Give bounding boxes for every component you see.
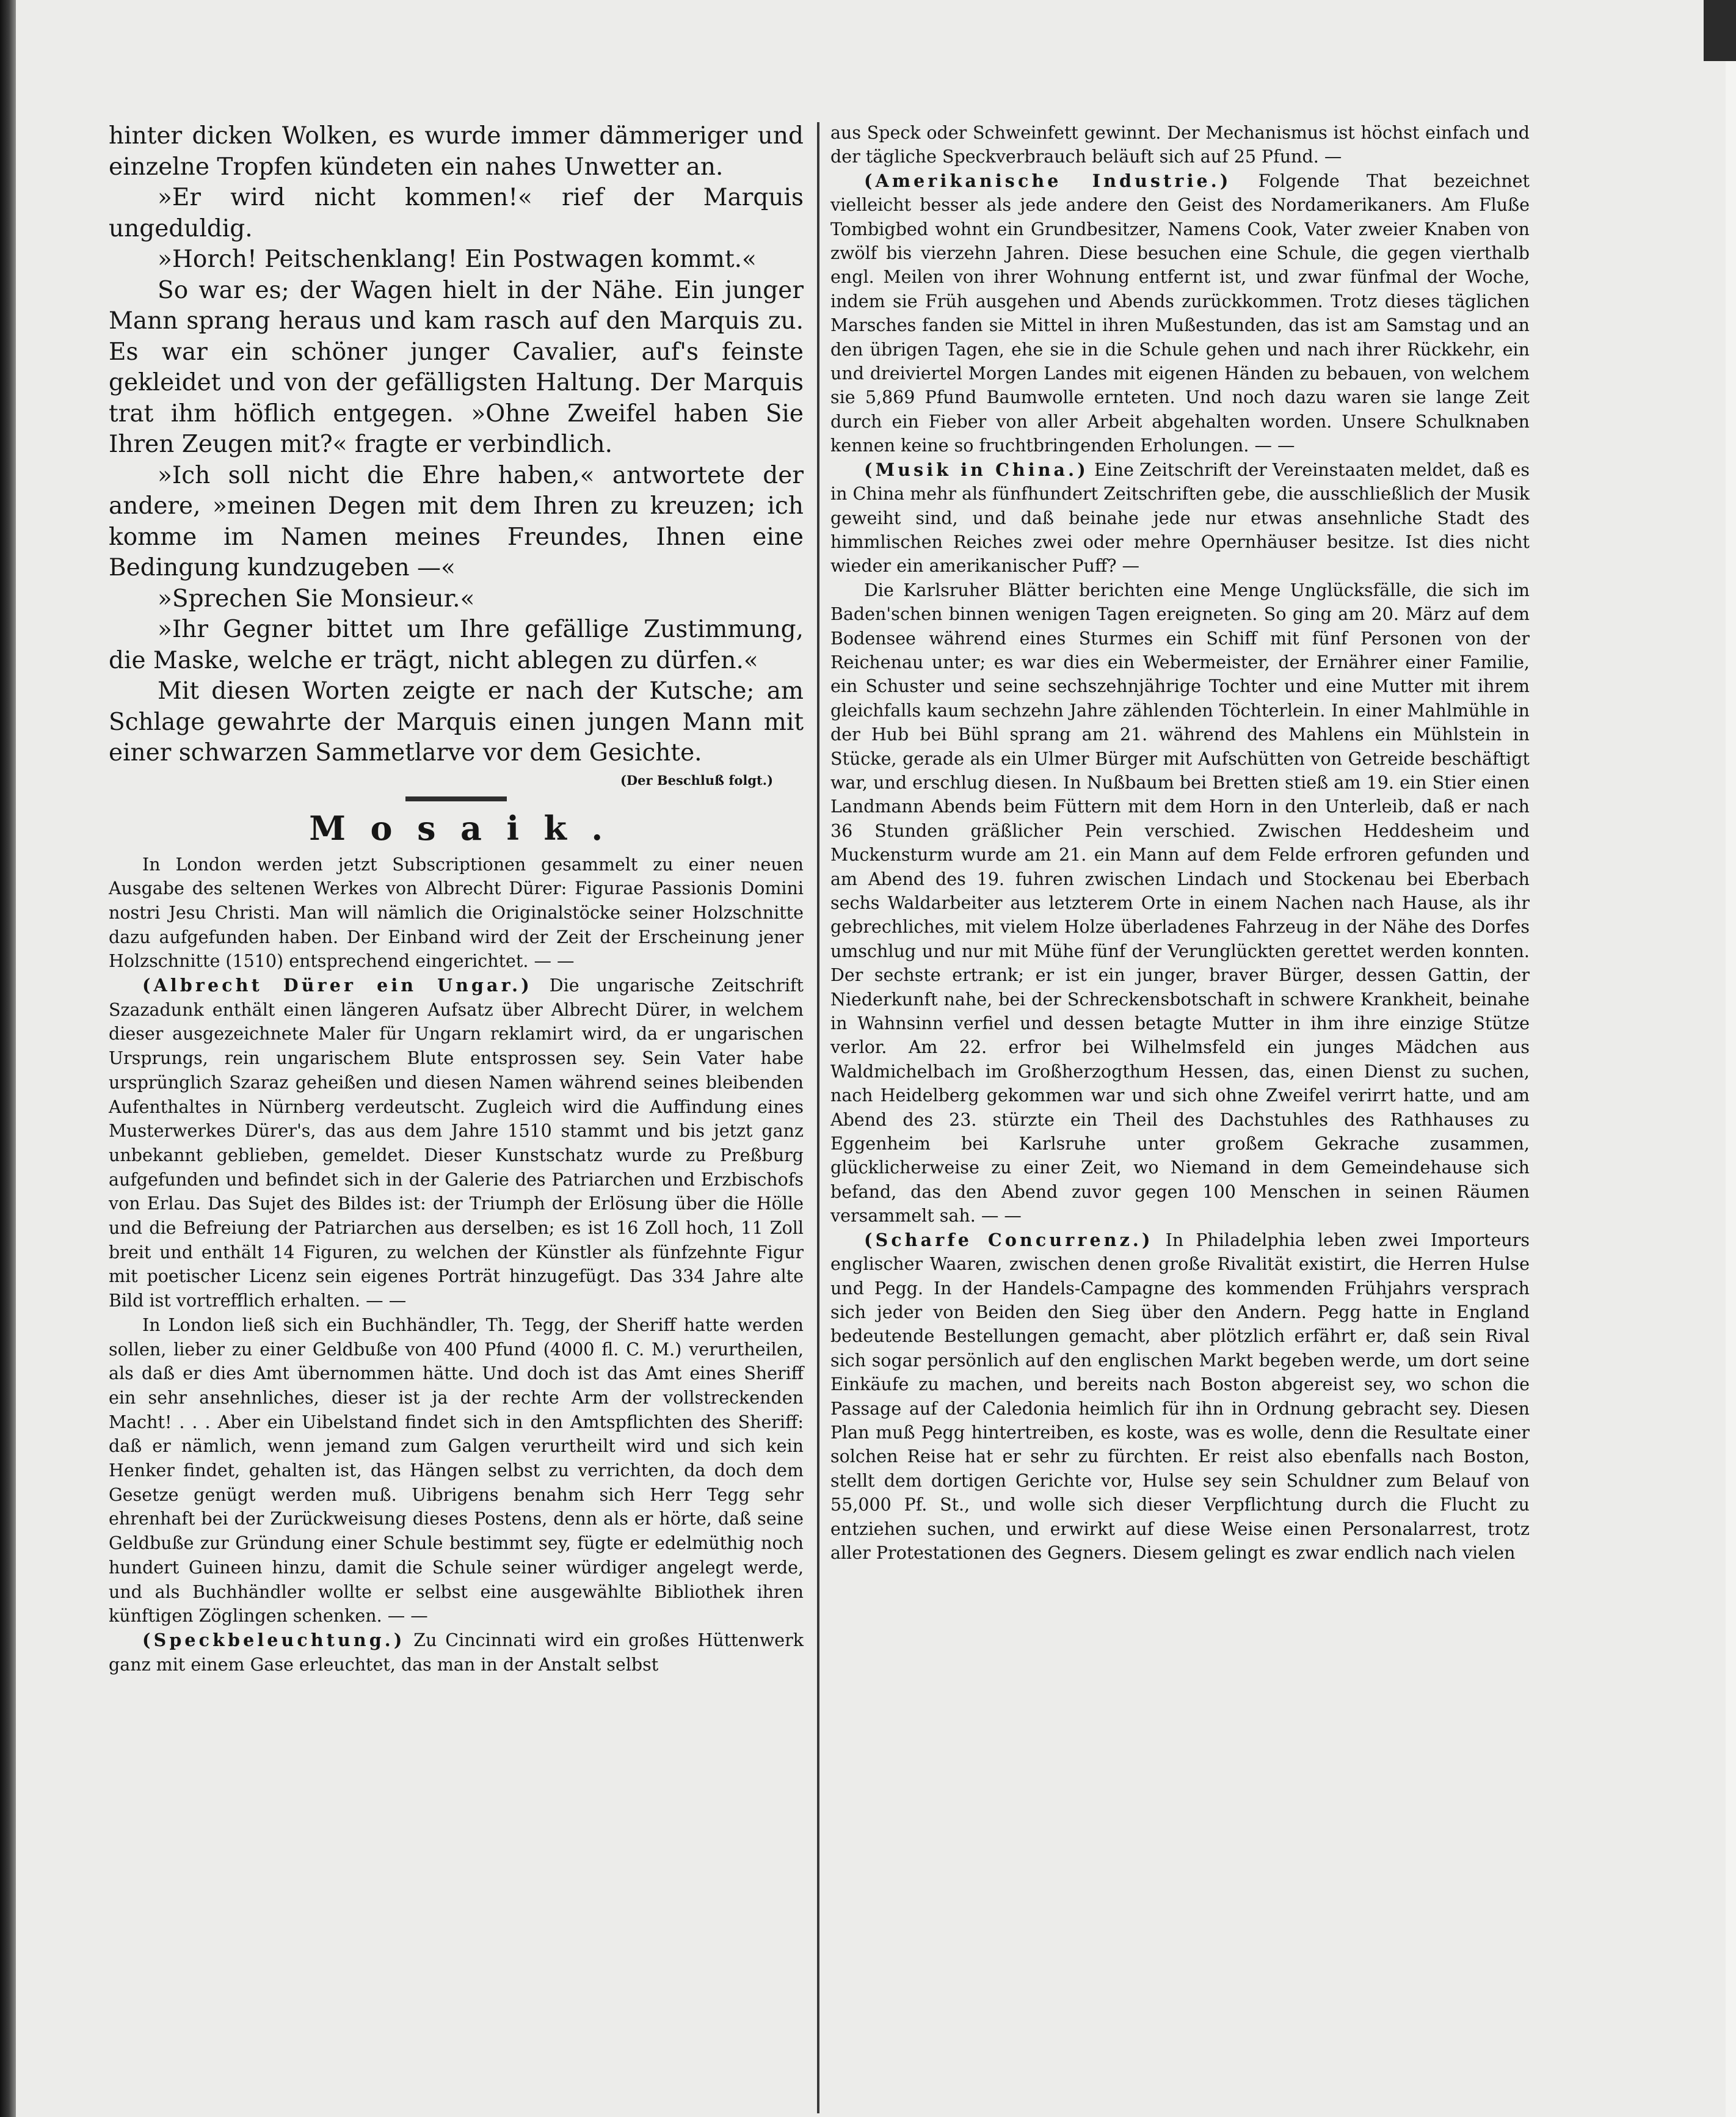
story-paragraph: »Sprechen Sie Monsieur.« — [158, 585, 475, 613]
article-title: (Musik in China.) — [864, 459, 1089, 480]
article-title: (Speckbeleuchtung.) — [142, 1630, 405, 1650]
left-column — [109, 121, 804, 1677]
article-speckbeleuchtung — [109, 1628, 804, 1677]
article-title: (Scharfe Concurrenz.) — [864, 1229, 1153, 1250]
article-title: (Albrecht Dürer ein Ungar.) — [142, 975, 532, 996]
article-karlsruhe: Die Karlsruher Blätter berichten eine Menge Unglücksfälle, die sich im Baden'schen binnen wenigen Tagen ereigneten. So ging am 20. März auf dem Bodensee während eines Sturmes ein Schiff mit fünf Personen von der Reichenau unter; es war dies ein Webermeister, der Ernährer einer Familie, ein Schuster und seine sechszehnjährige Tochter und eine Mutter mit ihrem gleichfalls kaum sechzehn Jahre zählenden Töchterlein. In einer Mahlmühle in der Hub bei Bühl sprang am 21. während des Mahlens ein Mühlstein in Stücke, gerade als ein Ulmer Bürger mit Aufschütten von Getreide beschäftigt war, und erschlug diesen. In Nußbaum bei Bretten stieß am 19. ein Stier einen Landmann Abends beim Füttern mit dem Horn in den Unterleib, daß er nach 36 Stunden gräßlicher Pein verschied. Zwischen Heddesheim und Muckensturm wurde am 21. ein Mann auf dem Felde erfroren gefunden und am Abend des 19. fuhren zwischen Lindach und Stockenau bei Eberbach sechs Waldarbeiter aus letzterem Orte in einem Nachen nach Hause, als ihr gebrechliches, mit vielem Holze überladenes Fahrzeug in der Nähe des Dorfes umschlug und nur mit Mühe fünf der Verunglückten gerettet werden konnten. Der sechste ertrank; er ist ein junger, braver Bürger, dessen Gattin, der Niederkunft nahe, bei der Schreckensbotschaft in schwere Krankheit, beinahe in Wahnsinn verfiel und dessen betagte Mutter in ihm ihre einzige Stütze verlor. Am 22. erfror bei Wilhelmsfeld ein junges Mädchen aus Waldmichelbach im Großherzogthum Hessen, das, einen Dienst zu suchen, nach Heidelberg gekommen war und sich ohne Zweifel verirrt hatte, und am Abend des 23. stürzte ein Theil des Dachstuhles des Rathhauses zu Eggenheim bei Karlsruhe unter großem Gekrache zusammen, glücklicherweise zu einer Zeit, wo Niemand in dem Gemeindehause sich befand, das den Abend zuvor gegen 100 Menschen in seinen Räumen versammelt sah. — — — [830, 580, 1530, 1226]
article-body: Die ungarische Zeitschrift Szazadunk enthält einen längeren Aufsatz über Albrecht Dürer, in welchem dieser ausgezeichnete Maler für Ungarn reklamirt wird, da er ungarischen Ursprungs, rein ungarischem Blute entsprossen sey. Sein Vater habe ursprünglich Szaraz geheißen und diesen Namen während seines bleibenden Aufenthaltes in Nürnberg verdeutscht. Zugleich wird die Auffindung eines Musterwerkes Dürer's, das aus dem Jahre 1510 stammt und bis jetzt ganz unbekannt geblieben, gemeldet. Dieser Kunstschatz wurde zu Preßburg aufgefunden und befindet sich in der Galerie des Patriarchen und Erzbischofs von Erlau. Das Sujet des Bildes ist: der Triumph der Erlösung über die Hölle und die Befreiung der Patriarchen aus derselben; es ist 16 Zoll hoch, 11 Zoll breit und enthält 14 Figuren, zu welchen der Künstler als fünfzehnte Figur mit poetischer Licenz sein eigenes Porträt hinzugefügt. Das 334 Jahre alte Bild ist vortrefflich erhalten. — — — [109, 975, 804, 1311]
page-edge — [1726, 0, 1736, 2117]
scan-corner — [1704, 0, 1736, 61]
article-body: Zu Cincinnati wird ein großes Hüttenwerk ganz mit einem Gase erleuchtet, das man in der Anstalt selbst — [109, 1630, 804, 1675]
article-duerer-ungar — [109, 974, 804, 1313]
article-title: (Amerikanische Industrie.) — [864, 170, 1232, 191]
continued-note: (Der Beschluß folgt.) — [620, 772, 773, 788]
story-paragraph: hinter dicken Wolken, es wurde immer dämmeriger und einzelne Tropfen kündeten ein nahes Unwetter an. — [109, 122, 804, 181]
section-divider — [405, 796, 507, 801]
book-binding — [0, 0, 16, 2117]
article-speck-continued: aus Speck oder Schweinfett gewinnt. Der Mechanismus ist höchst einfach und der tägliche Speckverbrauch beläuft sich auf 25 Pfund. — — [830, 123, 1530, 167]
right-column — [830, 121, 1530, 1565]
column-rule — [817, 122, 819, 2113]
article-industrie — [830, 169, 1530, 458]
article-body: Folgende That bezeichnet vielleicht besser als jede andere den Geist des Nordamerikaners. Am Fluße Tombigbed wohnt ein Grundbesitzer, Namens Cook, Vater zweier Knaben von zwölf bis vierzehn Jahren. Diese besuchen eine Schule, die gegen vierthalb engl. Meilen von ihrer Wohnung entfernt ist, und zwar fünfmal der Woche, indem sie Früh ausgehen und Abends zurückkommen. Trotz dieses täglichen Marsches fanden sie Mittel in ihren Mußestunden, das ist am Samstag und an den übrigen Tagen, ehe sie in die Schule gehen und nach ihrer Rückkehr, ein und dreiviertel Morgen Landes mit eigenen Händen zu bebauen, von welchem sie 5,869 Pfund Baumwolle ernteten. Und noch dazu waren sie lange Zeit durch ein Fieber von aller Arbeit abgehalten worden. Unsere Schulknaben kennen keine so fruchtbringenden Erholungen. — — — [830, 170, 1530, 456]
article-musik-china — [830, 458, 1530, 578]
story-paragraph: So war es; der Wagen hielt in der Nähe. Ein junger Mann sprang heraus und kam rasch auf den Marquis zu. Es war ein schöner junger Cavalier, auf's feinste gekleidet und von der gefälligsten Haltung. Der Marquis trat ihm höflich entgegen. »Ohne Zweifel haben Sie Ihren Zeugen mit?« fragte er verbindlich. — [109, 276, 804, 458]
story-paragraph: »Horch! Peitschenklang! Ein Postwagen kommt.« — [158, 246, 757, 273]
story-paragraph: »Er wird nicht kommen!« rief der Marquis ungeduldig. — [109, 184, 804, 242]
article-sheriff: In London ließ sich ein Buchhändler, Th. Tegg, der Sheriff hatte werden sollen, lieber zu einer Geldbuße von 400 Pfund (4000 fl. C. M.) verurtheilen, als daß er dies Amt übernommen hätte. Und doch ist das Amt eines Sheriff ein sehr ansehnliches, dieser ist ja der rechte Arm der vollstreckenden Macht! . . . Aber ein Uibelstand findet sich in den Amtspflichten des Sheriff: daß er nämlich, wenn jemand zum Galgen verurtheilt wird und sich kein Henker findet, gehalten ist, das Hängen selbst zu verrichten, da doch dem Gesetze genügt werden muß. Uibrigens benahm sich Herr Tegg sehr ehrenhaft bei der Zurückweisung dieses Postens, denn als er hörte, daß seine Geldbuße zur Gründung einer Schule bestimmt sey, fügte er edelmüthig noch hundert Guineen hinzu, damit die Schule seiner würdiger angelegt werde, und als Buchhändler wollte er selbst eine ausgewählte Bibliothek ihren künftigen Zöglingen schenken. — — — [109, 1314, 804, 1627]
mosaik-articles — [109, 853, 804, 1677]
story-text — [109, 121, 804, 769]
story-paragraph: »Ich soll nicht die Ehre haben,« antwortete der andere, »meinen Degen mit dem Ihren zu kreuzen; ich komme im Namen meines Freundes, Ihnen eine Bedingung kundzugeben —« — [109, 461, 804, 581]
story-paragraph: »Ihr Gegner bittet um Ihre gefällige Zustimmung, die Maske, welche er trägt, nicht ablegen zu dürfen.« — [109, 616, 804, 674]
section-title: Mosaik. — [309, 808, 628, 848]
article-concurrenz — [830, 1228, 1530, 1565]
article-london-duerer: In London werden jetzt Subscriptionen gesammelt zu einer neuen Ausgabe des seltenen Werkes von Albrecht Dürer: Figurae Passionis Domini nostri Jesu Christi. Man will nämlich die Originalstöcke seiner Holzschnitte dazu aufgefunden haben. Der Einband wird der Zeit der Erscheinung jener Holzschnitte (1510) entsprechend eingerichtet. — — — [109, 854, 804, 972]
story-paragraph: Mit diesen Worten zeigte er nach der Kutsche; am Schlage gewahrte der Marquis einen jungen Mann mit einer schwarzen Sammetlarve vor dem Gesichte. — [109, 677, 804, 767]
article-body: Eine Zeitschrift der Vereinstaaten meldet, daß es in China mehr als fünfhundert Zeitschriften gebe, die ausschließlich der Musik geweiht sind, und daß beinahe jede nur etwas ansehnliche Stadt des himmlischen Reiches zwei oder mehre Opernhäuser besitze. Ist dies nicht wieder ein amerikanischer Puff? — — [830, 459, 1530, 577]
article-body: In Philadelphia leben zwei Importeurs englischer Waaren, zwischen denen große Rivalität existirt, die Herren Hulse und Pegg. In der Handels-Campagne des kommenden Frühjahrs versprach sich jeder von Beiden den Sieg über den Andern. Pegg hatte in England bedeutende Bestellungen gemacht, aber plötzlich erfährt er, daß sein Rival sich sogar persönlich auf den englischen Markt begeben werde, um dort seine Einkäufe zu machen, und bereits nach Boston abgereist sey, wo schon die Passage auf der Caledonia heimlich für ihn in Ordnung gebracht sey. Diesen Plan muß Pegg hintertreiben, es koste, was es wolle, denn die Resultate einer solchen Reise hat er sehr zu fürchten. Er reist also ebenfalls nach Boston, stellt dem dortigen Gerichte vor, Hulse sey sein Schuldner zum Belauf von 55,000 Pf. St., und wolle sich dieser Verpflichtung durch die Flucht zu entziehen suchen, und erwirkt auf diese Weise einen Personalarrest, trotz aller Protestationen des Gegners. Diesem gelingt es zwar endlich nach vielen — [830, 1230, 1530, 1563]
